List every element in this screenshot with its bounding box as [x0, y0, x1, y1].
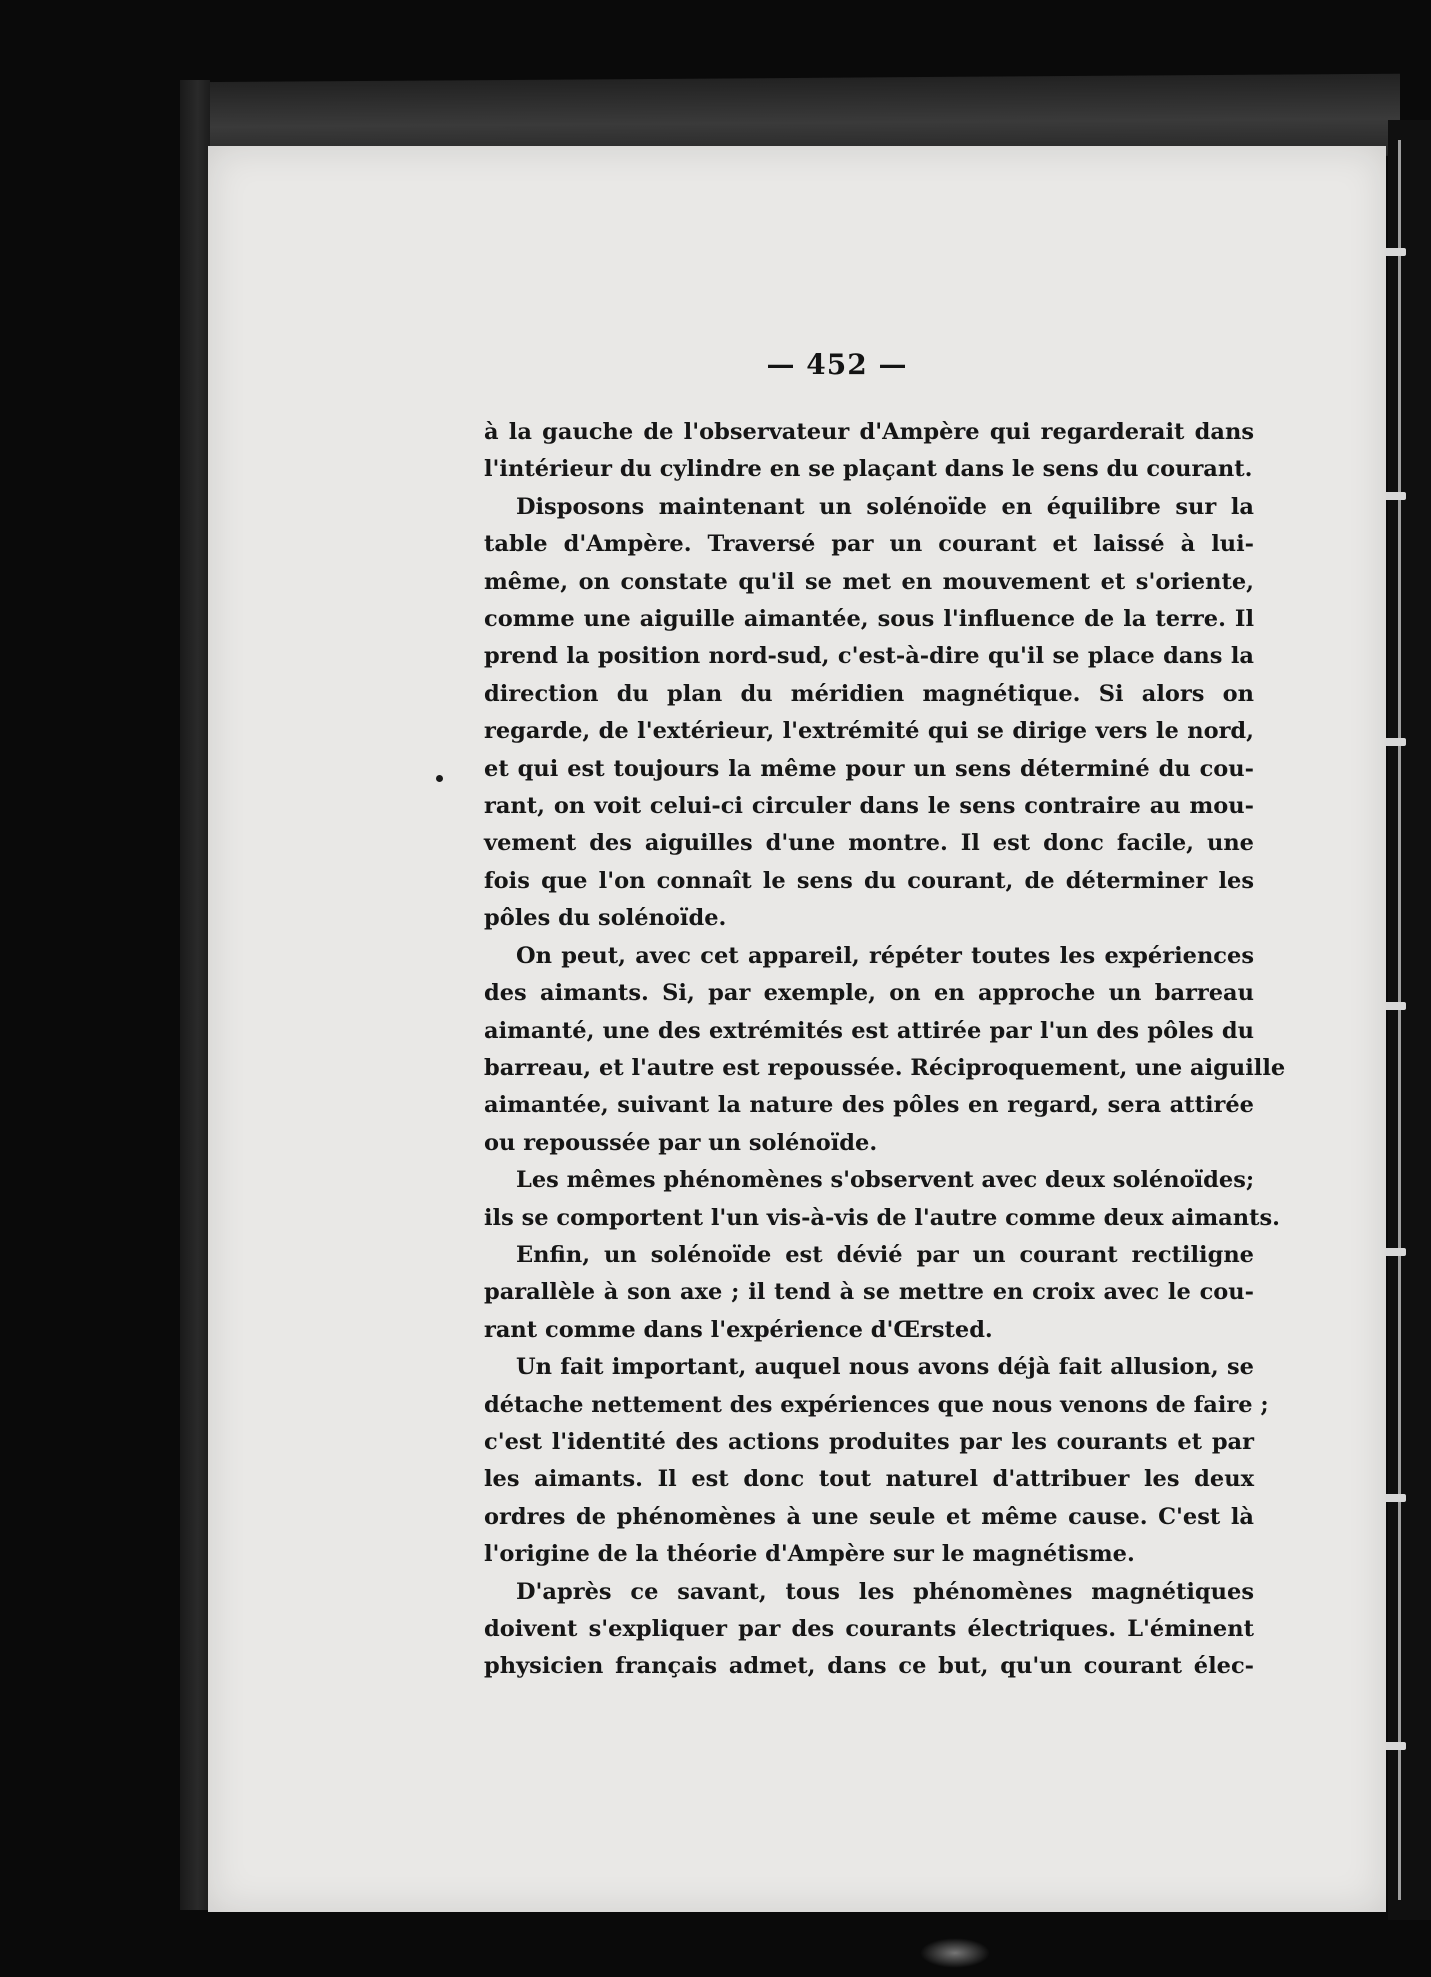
text-line: regarde, de l'extérieur, l'extrémité qui se dirige vers le nord,: [484, 718, 1254, 745]
text-line: aimanté, une des extrémités est attirée par l'un des pôles du: [484, 1017, 1254, 1044]
page-number: — 452 —: [766, 348, 908, 381]
text-line: rant, on voit celui-ci circuler dans le sens contraire au mou-: [484, 793, 1254, 820]
scan-artifact: [920, 1938, 990, 1968]
text-line: les aimants. Il est donc tout naturel d'attribuer les deux: [484, 1466, 1254, 1493]
text-line: table d'Ampère. Traversé par un courant et laissé à lui-: [484, 531, 1254, 558]
text-line: parallèle à son axe ; il tend à se mettre en croix avec le cou-: [484, 1279, 1254, 1306]
text-line: Enfin, un solénoïde est dévié par un courant rectiligne: [516, 1241, 1254, 1268]
text-line: vement des aiguilles d'une montre. Il est donc facile, une: [484, 830, 1254, 857]
text-line: et qui est toujours la même pour un sens déterminé du cou-: [484, 755, 1254, 782]
text-line: l'origine de la théorie d'Ampère sur le magnétisme.: [484, 1541, 1135, 1568]
text-line: aimantée, suivant la nature des pôles en regard, sera attirée: [484, 1092, 1254, 1119]
text-line: fois que l'on connaît le sens du courant, de déterminer les: [484, 867, 1254, 894]
text-line: barreau, et l'autre est repoussée. Réciproquement, une aiguille: [484, 1054, 1286, 1081]
text-line: Un fait important, auquel nous avons déjà fait allusion, se: [516, 1354, 1254, 1381]
text-line: pôles du solénoïde.: [484, 905, 727, 932]
text-line: c'est l'identité des actions produites par les courants et par: [484, 1428, 1254, 1455]
text-line: physicien français admet, dans ce but, qu'un courant élec-: [484, 1653, 1254, 1680]
binding-strip: [1388, 120, 1431, 1920]
text-line: rant comme dans l'expérience d'Œrsted.: [484, 1316, 993, 1343]
text-line: direction du plan du méridien magnétique. Si alors on: [484, 680, 1254, 707]
margin-mark: [436, 775, 443, 782]
text-line: détache nettement des expériences que nous venons de faire ;: [484, 1391, 1269, 1418]
text-line: ordres de phénomènes à une seule et même cause. C'est là: [484, 1503, 1254, 1530]
text-line: à la gauche de l'observateur d'Ampère qui regarderait dans: [484, 419, 1254, 445]
text-line: D'après ce savant, tous les phénomènes magnétiques: [516, 1578, 1254, 1605]
text-line: prend la position nord-sud, c'est-à-dire qu'il se place dans la: [484, 643, 1254, 670]
text-line: même, on constate qu'il se met en mouvement et s'oriente,: [484, 568, 1254, 595]
text-line: ils se comportent l'un vis-à-vis de l'autre comme deux aimants.: [484, 1204, 1281, 1231]
text-line: l'intérieur du cylindre en se plaçant dans le sens du courant.: [484, 456, 1253, 483]
text-line: des aimants. Si, par exemple, on en approche un barreau: [484, 980, 1254, 1007]
text-line: doivent s'expliquer par des courants électriques. L'éminent: [484, 1616, 1254, 1642]
text-line: ou repoussée par un solénoïde.: [484, 1129, 878, 1156]
body-text: [484, 414, 1286, 1686]
text-line: On peut, avec cet appareil, répéter toutes les expériences: [516, 942, 1254, 969]
binding-thread: [1398, 140, 1401, 1900]
page-left-shadow: [180, 80, 210, 1910]
text-line: Disposons maintenant un solénoïde en équilibre sur la: [516, 493, 1254, 520]
book-page: [208, 146, 1386, 1912]
text-line: Les mêmes phénomènes s'observent avec deux solénoïdes;: [516, 1167, 1255, 1194]
text-line: comme une aiguille aimantée, sous l'influence de la terre. Il: [484, 606, 1254, 633]
